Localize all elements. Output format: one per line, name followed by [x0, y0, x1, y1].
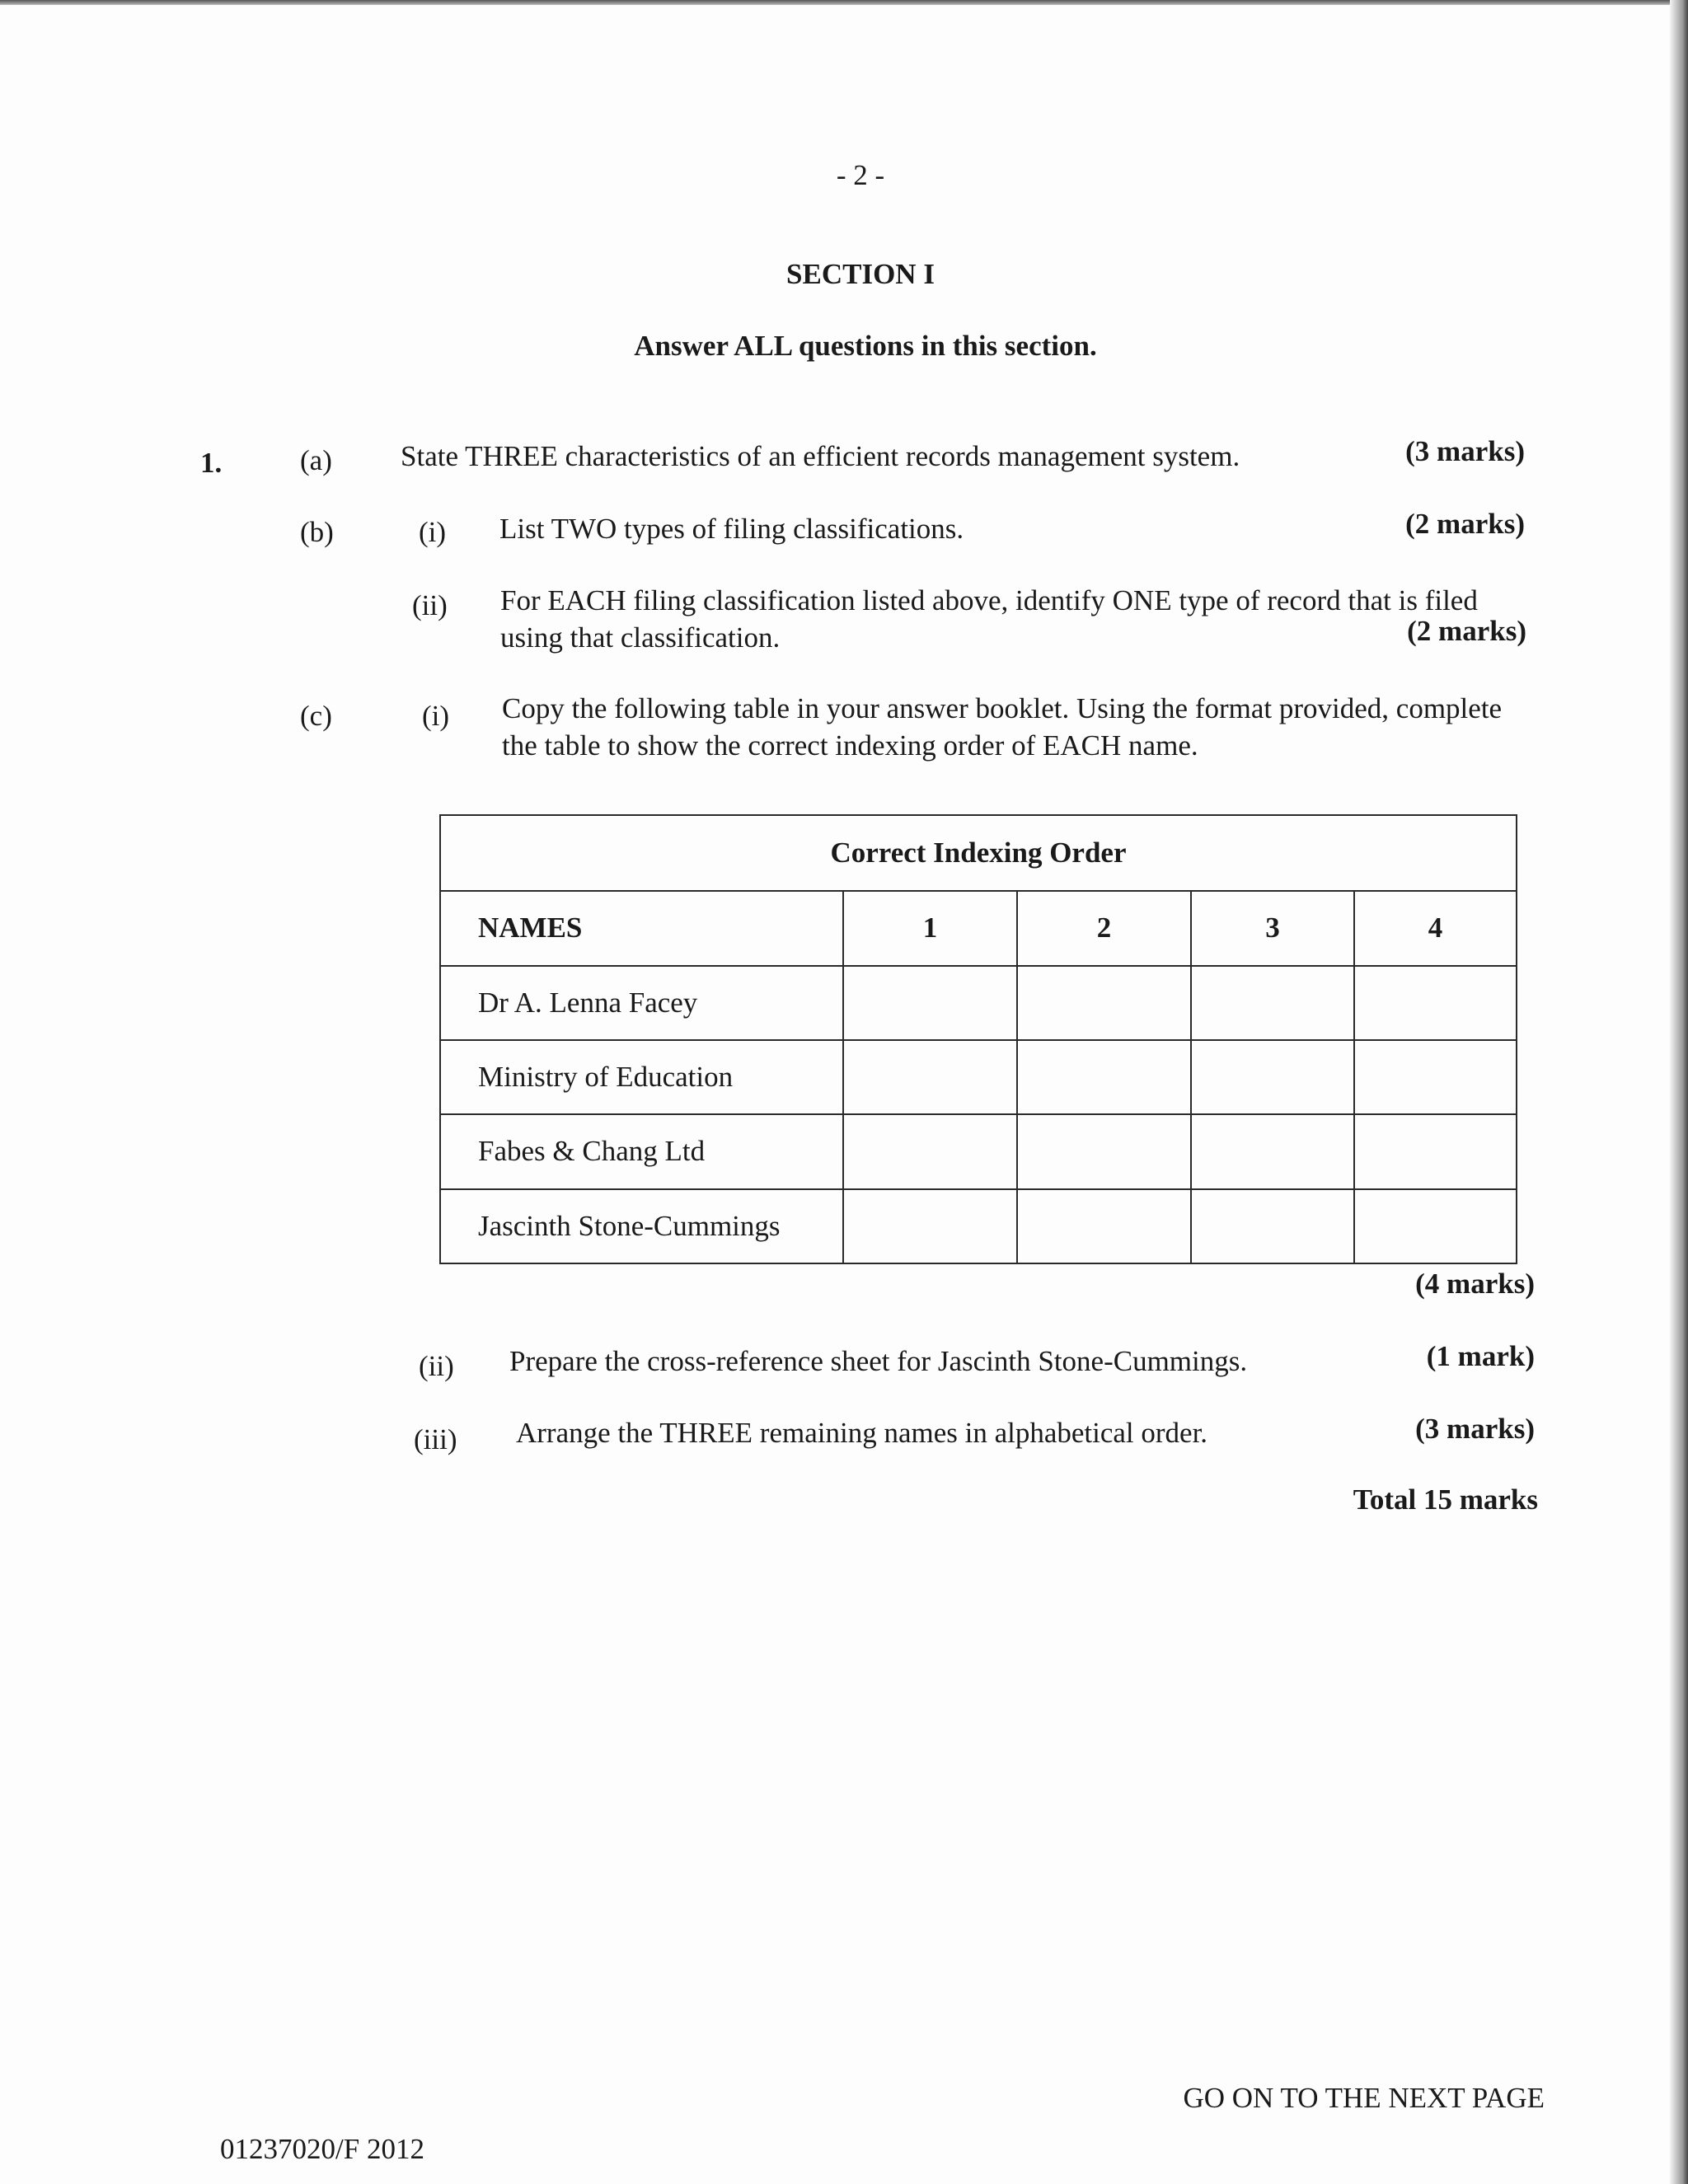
total-marks: Total 15 marks: [1353, 1483, 1538, 1516]
part-b-label: (b): [300, 516, 334, 548]
name-cell: Ministry of Education: [440, 1040, 843, 1114]
question-number: 1.: [200, 447, 223, 479]
table-row: [440, 1189, 1517, 1263]
paper-code: 01237020/F 2012: [220, 2133, 424, 2165]
column-header: 3: [1191, 891, 1354, 965]
name-cell: Dr A. Lenna Facey: [440, 966, 843, 1040]
go-on-next-page: GO ON TO THE NEXT PAGE: [1183, 2082, 1545, 2114]
blank-cell: [1017, 1189, 1191, 1263]
part-b-ii-label: (ii): [412, 589, 448, 621]
table-row: [440, 966, 1517, 1040]
name-cell: Jascinth Stone-Cummings: [440, 1189, 843, 1263]
part-c-ii-label: (ii): [419, 1350, 454, 1382]
part-b-ii-text-2: using that classification.: [500, 621, 781, 654]
table-row: [440, 1114, 1517, 1188]
part-c-ii-text: Prepare the cross-reference sheet for Jascinth Stone-Cummings.: [509, 1345, 1248, 1377]
part-c-ii-marks: (1 mark): [1426, 1340, 1535, 1372]
blank-cell: [1017, 1114, 1191, 1188]
part-c-label: (c): [300, 700, 332, 732]
blank-cell: [1354, 1114, 1517, 1188]
indexing-order-table: [439, 814, 1517, 1264]
part-c-i-text-1: Copy the following table in your answer booklet. Using the format provided, complete: [502, 692, 1503, 724]
blank-cell: [1354, 1189, 1517, 1263]
part-b-ii-text-1: For EACH filing classification listed above, identify ONE type of record that is filed: [500, 584, 1478, 616]
blank-cell: [1191, 1114, 1354, 1188]
blank-cell: [843, 1040, 1017, 1114]
name-cell: Fabes & Chang Ltd: [440, 1114, 843, 1188]
part-c-i-marks: (4 marks): [1415, 1268, 1535, 1300]
blank-cell: [843, 1189, 1017, 1263]
table-title: Correct Indexing Order: [440, 815, 1517, 891]
part-b-i-text: List TWO types of filing classifications.: [499, 513, 964, 545]
scan-top-edge: [0, 0, 1688, 5]
blank-cell: [1017, 966, 1191, 1040]
part-c-i-text-2: the table to show the correct indexing order of EACH name.: [502, 729, 1198, 762]
names-header: NAMES: [440, 891, 843, 965]
scan-right-edge: [1670, 0, 1688, 2184]
blank-cell: [1191, 1189, 1354, 1263]
column-header: 2: [1017, 891, 1191, 965]
part-b-i-marks: (2 marks): [1405, 508, 1525, 540]
table-row: [440, 1040, 1517, 1114]
part-a-label: (a): [300, 444, 332, 476]
column-header: 1: [843, 891, 1017, 965]
blank-cell: [1017, 1040, 1191, 1114]
part-c-iii-marks: (3 marks): [1415, 1413, 1535, 1445]
section-title: SECTION I: [786, 258, 935, 290]
section-instruction: Answer ALL questions in this section.: [634, 330, 1097, 362]
page-number: - 2 -: [836, 159, 885, 191]
blank-cell: [843, 1114, 1017, 1188]
part-a-text: State THREE characteristics of an efficient records management system.: [401, 440, 1240, 472]
blank-cell: [843, 966, 1017, 1040]
blank-cell: [1191, 966, 1354, 1040]
part-c-i-label: (i): [422, 700, 450, 732]
part-a-marks: (3 marks): [1405, 435, 1525, 467]
blank-cell: [1191, 1040, 1354, 1114]
part-c-iii-label: (iii): [414, 1423, 457, 1455]
column-header: 4: [1354, 891, 1517, 965]
blank-cell: [1354, 1040, 1517, 1114]
part-c-iii-text: Arrange the THREE remaining names in alphabetical order.: [516, 1417, 1208, 1449]
part-b-i-label: (i): [419, 516, 447, 548]
part-b-ii-marks: (2 marks): [1407, 615, 1526, 647]
blank-cell: [1354, 966, 1517, 1040]
